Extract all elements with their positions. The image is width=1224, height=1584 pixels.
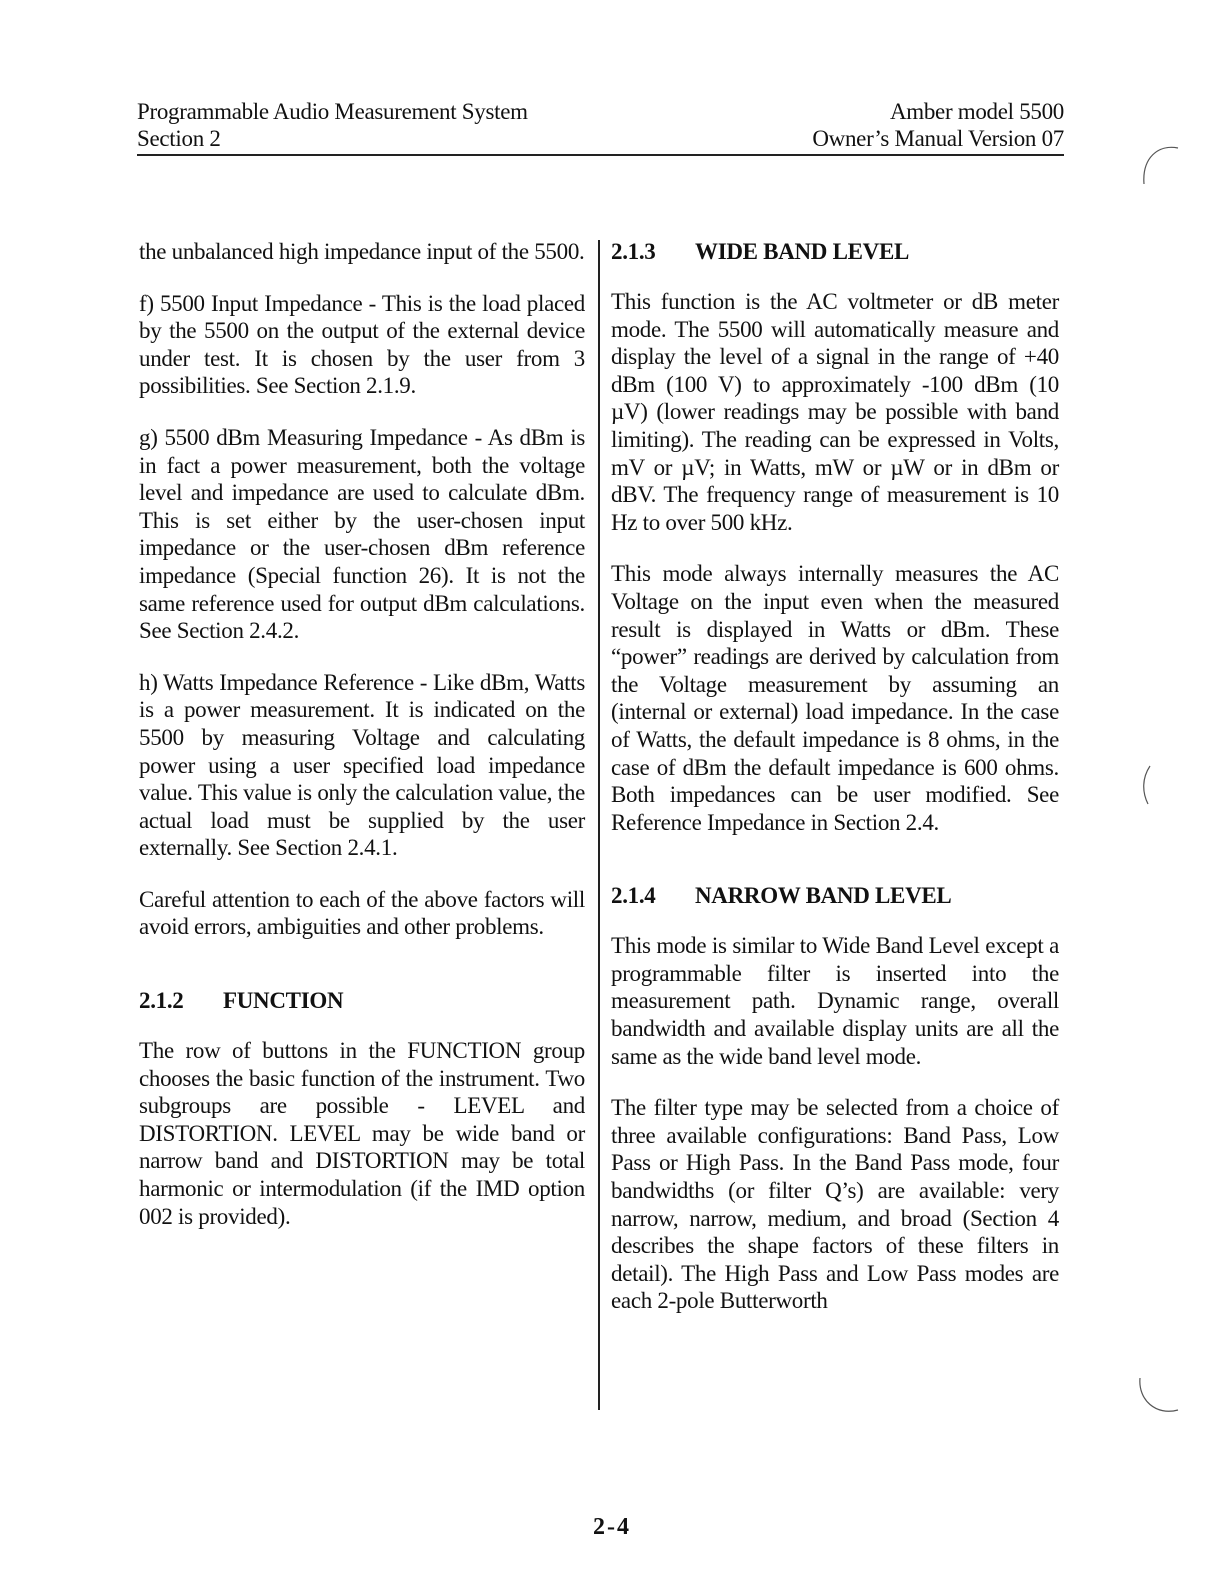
section-title: NARROW BAND LEVEL (695, 883, 952, 909)
section-heading-narrow-band-level (611, 882, 1059, 910)
header-manual-version: Owner’s Manual Version 07 (812, 126, 1064, 151)
binder-hole-bottom-icon (1130, 1370, 1190, 1420)
section-number: 2.1.3 (611, 239, 656, 264)
binder-hole-middle-icon (1130, 760, 1170, 810)
narrow-band-paragraph-2: The filter type may be selected from a choice of three available configurations: Band Pass, Low Pass or High Pass. In the Band Pass mode, four bandwidths (or filter Q’s) are available: very narrow, narrow, medium, and broad (Section 4 describes the shape factors of these filters in detail). The High Pass and Low Pass modes are each 2-pole Butterworth (611, 1095, 1059, 1314)
item-g-paragraph: g) 5500 dBm Measuring Impedance - As dBm is in fact a power measurement, both the voltage level and impedance are used to calculate dBm. This is set either by the user-chosen input impedance or the user-chosen dBm reference impedance (Special function 26). It is not the same reference used for output dBm calculations. See Section 2.4.2. (139, 424, 585, 644)
section-title: WIDE BAND LEVEL (695, 239, 910, 264)
item-f-paragraph: f) 5500 Input Impedance - This is the load placed by the 5500 on the output of the external device under test. It is chosen by the user from 3 possibilities. See Section 2.1.9. (139, 290, 585, 399)
column-divider (598, 240, 600, 1410)
continued-paragraph: the unbalanced high impedance input of the 5500. (139, 239, 585, 264)
section-heading-function (139, 987, 585, 1015)
left-column (139, 238, 585, 1254)
header-model: Amber model 5500 (889, 99, 1064, 124)
section-heading-wide-band-level (611, 238, 1059, 266)
page-number: 2-4 (593, 1514, 631, 1540)
page-header (137, 98, 1064, 156)
right-column (611, 238, 1059, 1339)
wide-band-paragraph-1: This function is the AC voltmeter or dB meter mode. The 5500 will automatically measure and display the level of a signal in the range of +40 dBm (100 V) to approximately -100 dBm (10 µV) (lower readings may be possible with band limiting). The reading can be expressed in Volts, mV or µV; in Watts, mW or µW or in dBm or dBV. The frequency range of measurement is 10 Hz to over 500 kHz. (611, 289, 1059, 535)
header-section: Section 2 (137, 126, 221, 151)
section-number: 2.1.4 (611, 883, 656, 909)
section-title: FUNCTION (223, 988, 344, 1014)
item-h-paragraph: h) Watts Impedance Reference - Like dBm, Watts is a power measurement. It is indicated on the 5500 by measuring Voltage and calculating power using a user specified load impedance value. This value is only the calculation value, the actual load must be supplied by the user externally. See Section 2.4.1. (139, 669, 585, 861)
header-system-title: Programmable Audio Measurement System (137, 99, 528, 124)
narrow-band-paragraph-1: This mode is similar to Wide Band Level except a programmable filter is inserted into the measurement path. Dynamic range, overall bandwidth and available display units are all the same as the wide band level mode. (611, 933, 1059, 1069)
careful-attention-paragraph: Careful attention to each of the above factors will avoid errors, ambiguities and other problems. (139, 886, 585, 940)
function-paragraph: The row of buttons in the FUNCTION group chooses the basic function of the instrument. Two subgroups are possible - LEVEL and DISTORTION. LEVEL may be wide band or narrow band and DISTORTION may be total harmonic or intermodulation (if the IMD option 002 is provided). (139, 1038, 585, 1229)
binder-hole-top-icon (1130, 140, 1190, 190)
wide-band-paragraph-2: This mode always internally measures the AC Voltage on the input even when the measured result is displayed in Watts or dBm. These “power” readings are derived by calculation from the Voltage measurement by assuming an (internal or external) load impedance. In the case of Watts, the default impedance is 8 ohms, in the case of dBm the default impedance is 600 ohms. Both impedances can be user modified. See Reference Impedance in Section 2.4. (611, 561, 1059, 835)
section-number: 2.1.2 (139, 988, 184, 1014)
